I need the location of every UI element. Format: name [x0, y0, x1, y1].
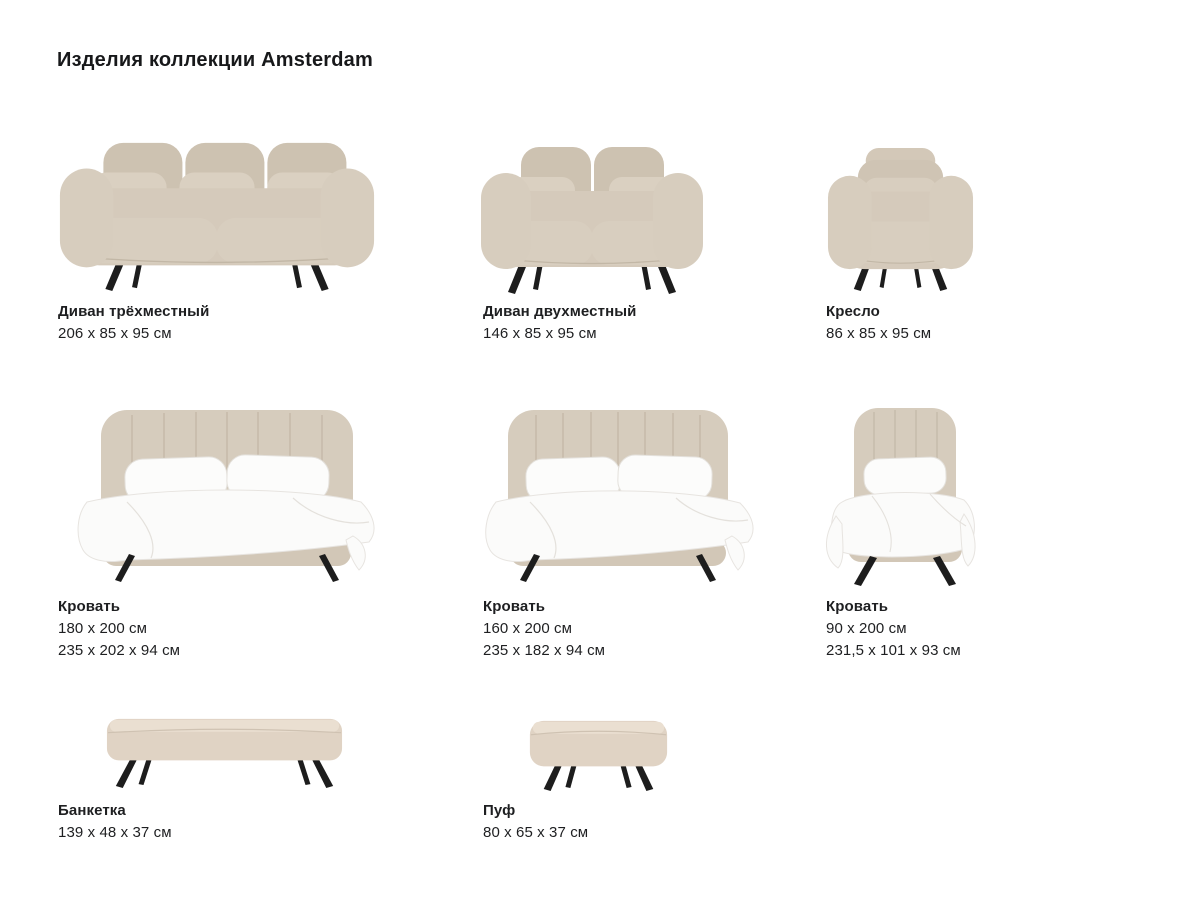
- pouf-legs: [544, 764, 654, 791]
- bench-legs: [116, 758, 333, 788]
- sofa-two-seat-image: [477, 137, 707, 295]
- product-dimensions: 139 x 48 x 37 см: [58, 824, 172, 841]
- product-card-pouf[interactable]: [522, 713, 675, 791]
- product-dimensions: 80 x 65 x 37 см: [483, 824, 589, 841]
- page-title: Изделия коллекции Amsterdam: [57, 49, 373, 71]
- bench-image: [101, 709, 348, 790]
- bed-double-160-image: [468, 402, 768, 584]
- bench-seat: [107, 719, 342, 760]
- bed-double-180-image: [57, 402, 397, 584]
- product-card-bed-180[interactable]: [57, 402, 397, 584]
- product-name: Пуф: [483, 802, 516, 819]
- sofa-three-seat-image: [54, 131, 380, 294]
- product-label: [826, 596, 961, 662]
- product-card-bed-160[interactable]: [468, 402, 768, 584]
- product-dimensions: 86 x 85 x 95 см: [826, 325, 932, 342]
- pouf-seat: [530, 721, 667, 766]
- product-card-bed-90[interactable]: [812, 400, 998, 590]
- product-dimensions: 146 x 85 x 95 см: [483, 325, 597, 342]
- product-dimensions: 235 x 182 x 94 см: [483, 642, 606, 659]
- pouf-image: [522, 713, 675, 791]
- product-label: [58, 800, 172, 844]
- product-dimensions: 90 x 200 см: [826, 620, 907, 637]
- product-dimensions: 206 x 85 x 95 см: [58, 325, 172, 342]
- product-name: Кровать: [826, 598, 889, 615]
- product-name: Кровать: [483, 598, 546, 615]
- product-label: [483, 800, 588, 844]
- product-card-bench[interactable]: [101, 709, 348, 790]
- product-label: [826, 301, 931, 345]
- product-label: [483, 301, 636, 345]
- product-label: [58, 301, 209, 345]
- product-label: [483, 596, 605, 662]
- product-name: Банкетка: [58, 802, 126, 819]
- product-name: Кровать: [58, 598, 121, 615]
- armchair-image: [826, 142, 975, 293]
- product-name: Диван трёхместный: [58, 303, 210, 320]
- product-dimensions: 160 x 200 см: [483, 620, 573, 637]
- product-card-sofa-three-seat[interactable]: [54, 131, 380, 294]
- product-card-armchair[interactable]: [826, 142, 975, 293]
- product-dimensions: 235 x 202 x 94 см: [58, 642, 181, 659]
- bed-single-90-image: [812, 400, 998, 590]
- product-dimensions: 180 x 200 см: [58, 620, 148, 637]
- product-card-sofa-two-seat[interactable]: [477, 137, 707, 295]
- bed-pillow: [863, 457, 946, 496]
- product-dimensions: 231,5 x 101 x 93 см: [826, 642, 961, 659]
- product-label: [58, 596, 180, 662]
- product-name: Кресло: [826, 303, 880, 320]
- product-name: Диван двухместный: [483, 303, 637, 320]
